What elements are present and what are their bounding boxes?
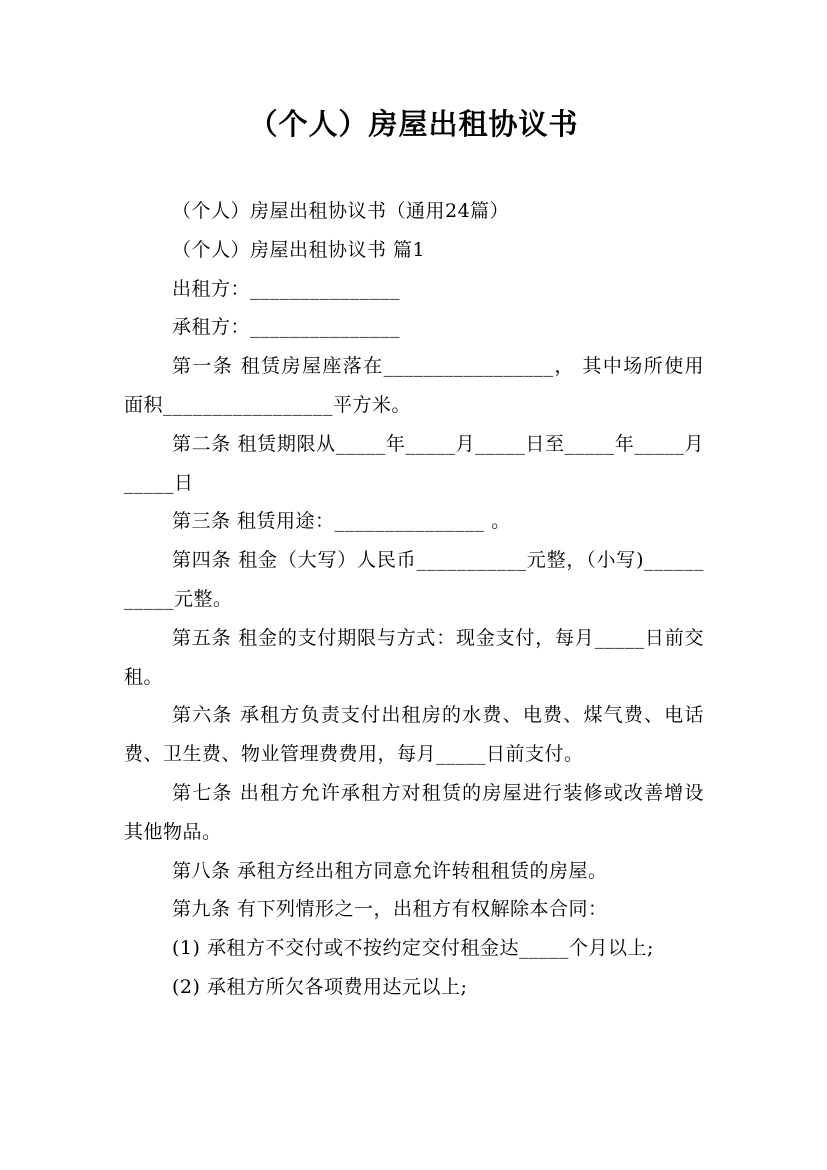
- paragraph: （个人）房屋出租协议书 篇1: [172, 238, 426, 261]
- document-title: （个人）房屋出租协议书: [248, 107, 579, 141]
- paragraph: (2) 承租方所欠各项费用达元以上;: [172, 975, 468, 998]
- paragraph: (1) 承租方不交付或不按约定交付租金达_____个月以上;: [172, 937, 654, 960]
- paragraph: 第七条 出租方允许承租方对租赁的房屋进行装修或改善增设其他物品。: [124, 781, 704, 843]
- paragraph: （个人）房屋出租协议书（通用24篇）: [172, 200, 510, 222]
- paragraph: 第四条 租金（大写）人民币___________元整，（小写)___________元整。: [124, 549, 704, 610]
- paragraph: 第二条 租赁期限从_____年_____月_____日至_____年_____月_____日: [124, 432, 704, 494]
- paragraph: 出租方：_______________: [172, 277, 401, 300]
- paragraph: 第一条 租赁房屋座落在_________________， 其中场所使用面积_________________平方米。: [124, 355, 704, 416]
- paragraph: 第三条 租赁用途：_______________ 。: [172, 510, 511, 533]
- paragraph: 第六条 承租方负责支付出租房的水费、电费、煤气费、电话费、卫生费、物业管理费费用，每月_____日前支付。: [124, 704, 704, 766]
- document-body: [124, 192, 704, 1007]
- paragraph: 第九条 有下列情形之一，出租方有权解除本合同：: [172, 898, 608, 921]
- paragraph: 第八条 承租方经出租方同意允许转租租赁的房屋。: [172, 859, 608, 882]
- paragraph: 第五条 租金的支付期限与方式：现金支付，每月_____日前交租。: [124, 626, 704, 688]
- paragraph: 承租方：_______________: [172, 316, 401, 339]
